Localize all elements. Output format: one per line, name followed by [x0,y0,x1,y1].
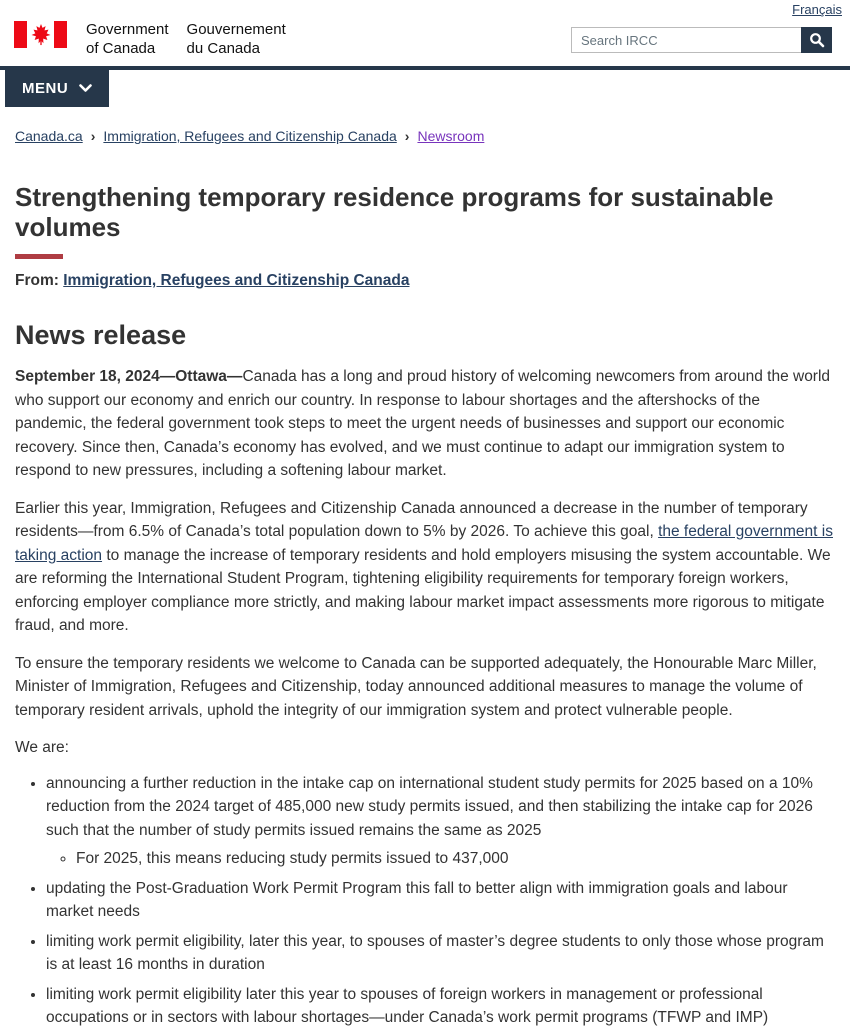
paragraph-announcement: To ensure the temporary residents we welcome to Canada can be supported adequately, the Honourable Marc Miller, Minister of Immigration, Refugees and Citizenship, today announced additional measures to manage the volume of temporary resident arrivals, uphold the integrity of our immigration system and protect vulnerable people. [15,654,817,719]
menu-button[interactable] [5,70,109,107]
dateline: September 18, 2024—Ottawa— [15,368,243,385]
chevron-down-icon [79,84,92,93]
title-accent-bar [15,254,63,259]
list-item: • announcing a further reduction in the intake cap on international student study permits for 2025 based on a 10% reduction from the 2024 target of 485,000 new study permits issued, and then stabilizing the intake cap for 2026 such that the number of study permits issued remains the same as 2025 ◦ For 2025, this means reducing study permits issued to 437,000 [46,772,835,871]
article [0,182,850,1030]
list-subitem: ◦ For 2025, this means reducing study permits issued to 437,000 [76,847,835,871]
search-button[interactable] [801,27,832,53]
breadcrumb-separator: › [404,128,410,144]
section-heading: News release [15,320,187,350]
page-title: Strengthening temporary residence programs for sustainable volumes [15,182,774,242]
site-header [0,0,850,66]
measures-list [15,772,835,1030]
paragraph-goal: Earlier this year, Immigration, Refugees and Citizenship Canada announced a decrease in the number of temporary residents—from 6.5% of Canada’s total population down to 5% by 2026. To achieve this goal, the federal government is taking action to manage the increase of temporary residents and hold employers misusing the system accountable. We are reforming the International Student Program, tightening eligibility requirements for temporary foreign workers, enforcing employer compliance more strictly, and making labour market impact assessments more rigorous to mitigate fraud, and more. [15,499,833,634]
government-of-canada-signature[interactable] [14,21,286,58]
breadcrumb [15,127,835,145]
signature-french: Gouvernement du Canada [186,21,286,57]
breadcrumb-link-canada-ca[interactable]: Canada.ca [15,128,83,144]
main-menu-bar [0,66,850,107]
breadcrumb-separator: › [90,128,96,144]
signature-english: Government of Canada [86,21,169,57]
list-item: • updating the Post-Graduation Work Permit Program this fall to better align with immigration goals and labour market needs [46,877,835,924]
measures-sublist [46,847,835,871]
taking-action-link[interactable]: the federal government is taking action [15,523,833,564]
paragraph-intro: September 18, 2024—Ottawa—Canada has a long and proud history of welcoming newcomers from around the world who support our economy and enrich our country. In response to labour shortages and the aftershocks of the pandemic, the federal government took steps to meet the urgent needs of businesses and support our economic recovery. Since then, Canada’s economy has evolved, and we must continue to adapt our immigration system to respond to new pressures, including a softening labour market. [15,368,831,479]
language-toggle-link[interactable]: Français [792,2,842,17]
site-search [571,27,832,53]
menu-button-label: MENU [22,80,69,97]
list-item: • limiting work permit eligibility later this year to spouses of foreign workers in management or professional occupations or in sectors with labour shortages—under Canada’s work permit programs (TFWP and IMP) [46,983,835,1030]
list-item: • limiting work permit eligibility, later this year, to spouses of master’s degree students to only those whose program is at least 16 months in duration [46,930,835,977]
canada-flag-icon [14,21,67,48]
from-line [15,272,835,290]
search-icon [809,32,825,48]
paragraph-we-are: We are: [15,739,69,756]
from-department-link[interactable]: Immigration, Refugees and Citizenship Canada [63,272,410,289]
from-label: From: [15,272,59,289]
maple-leaf-icon [30,23,52,46]
search-input[interactable] [571,27,801,53]
breadcrumb-link-ircc[interactable]: Immigration, Refugees and Citizenship Canada [103,128,397,144]
breadcrumb-link-newsroom[interactable]: Newsroom [417,128,485,144]
menu-strip [0,66,850,70]
